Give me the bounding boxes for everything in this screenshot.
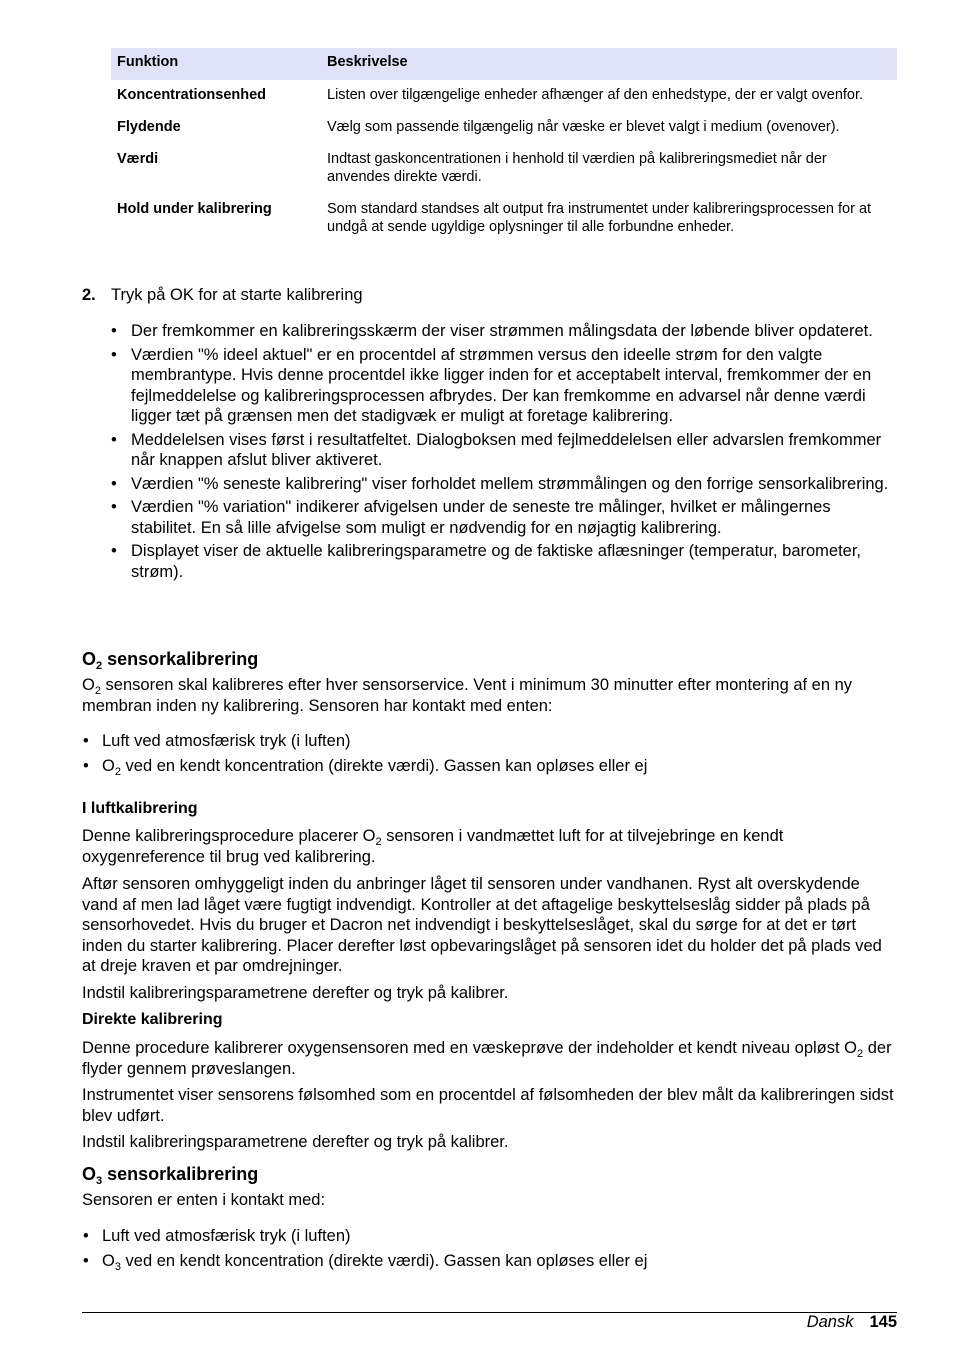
- list-item: • Displayet viser de aktuelle kalibreringsparametre og de faktiske aflæsninger (temperatur, barometer, strøm).: [82, 541, 897, 582]
- table-header: [111, 48, 897, 80]
- table-row: [111, 194, 897, 244]
- air-paragraph-1: Denne kalibreringsprocedure placerer $O_2$ sensoren i vandmættet luft for at tilvejebringe en kendt oxygenreference til brug ved kalibrering.: [82, 827, 784, 866]
- list-item: • $O_3$ ved en kendt koncentration (direkte værdi). Gassen kan opløses eller ej: [82, 1251, 897, 1272]
- cell-description: Indtast gaskoncentrationen i henhold til værdien på kalibreringsmediet når der anvendes direkte værdi.: [327, 151, 827, 185]
- subsection-heading-air: I luftkalibrering: [82, 800, 198, 817]
- section-heading-o3: $O_3$ sensorkalibrering: [82, 1164, 259, 1187]
- list-item: • Meddelelsen vises først i resultatfeltet. Dialogboksen med fejlmeddelelsen eller advarslen fremkommer når knappen afslut bliver aktiveret.: [82, 430, 897, 471]
- air-paragraph-2: Aftør sensoren omhyggeligt inden du anbringer låget til sensoren under vandhanen. Ryst alt overskydende vand af men lad låget være fugtigt indvendigt. Kontroller at det aftagelige beskyttelseslåg sidder på plads på sensorhovedet. Hvis du bruger et Dacron net indvendigt i beskyttelseslåget, skal du sørge for at det er tørt inden du starter kalibrering. Placer derefter løst opbevaringslåget på sensoren idet du holder det på plads ved at dreje kraven et par omdrejninger.: [82, 875, 882, 975]
- list-item: • Luft ved atmosfærisk tryk (i luften): [82, 1226, 897, 1247]
- page-number: 145: [869, 1313, 897, 1331]
- o2-bullets: [82, 731, 897, 780]
- footer-language: Dansk: [806, 1313, 854, 1331]
- table-row: [111, 80, 897, 112]
- o3-bullets: [82, 1226, 897, 1275]
- air-paragraph-3: Indstil kalibreringsparametrene derefter og tryk på kalibrer.: [82, 984, 509, 1002]
- cell-description: Vælg som passende tilgængelig når væske er blevet valgt i medium (ovenover).: [327, 119, 840, 135]
- cell-function: Flydende: [117, 119, 181, 135]
- column-header-description: Beskrivelse: [327, 54, 408, 70]
- step-number: 2.: [82, 286, 96, 304]
- cell-function: Hold under kalibrering: [117, 201, 272, 217]
- column-header-function: Funktion: [117, 54, 179, 70]
- cell-function: Værdi: [117, 151, 159, 167]
- cell-description: Som standard standses alt output fra instrumentet under kalibreringsprocessen for at undgå at sende ugyldige oplysninger til alle forbundne enheder.: [327, 201, 872, 235]
- list-item: • Der fremkommer en kalibreringsskærm der viser strømmen målingsdata der løbende bliver opdateret.: [82, 321, 897, 342]
- subsection-heading-direct: Direkte kalibrering: [82, 1011, 223, 1028]
- section-heading-o2: $O_2$ sensorkalibrering: [82, 649, 259, 672]
- list-item: • Værdien "% seneste kalibrering" viser forholdet mellem strømmålingen og den forrige sensorkalibrering.: [82, 474, 897, 495]
- o3-intro: Sensoren er enten i kontakt med:: [82, 1191, 326, 1209]
- cell-description: Listen over tilgængelige enheder afhænger af den enhedstype, der er valgt ovenfor.: [327, 87, 864, 103]
- step-2: [82, 285, 897, 306]
- footer-divider: [82, 1312, 897, 1313]
- direct-paragraph-3: Indstil kalibreringsparametrene derefter og tryk på kalibrer.: [82, 1133, 509, 1151]
- table-row: [111, 144, 897, 194]
- step-text: Tryk på OK for at starte kalibrering: [111, 286, 363, 304]
- function-table: [111, 48, 897, 244]
- page-footer: [807, 1312, 897, 1332]
- list-item: • Værdien "% variation" indikerer afvigelsen under de seneste tre målinger, hvilket er målingernes stabilitet. En så lille afvigelse som muligt er nødvendig for en nøjagtig kalibrering.: [82, 497, 897, 538]
- list-item: • Værdien "% ideel aktuel" er en procentdel af strømmen versus den ideelle strøm for den valgte membrantype. Hvis denne procentdel ikke ligger inden for et acceptabelt interval, fremkommer der en fejlmeddelelse og kalibreringsprocessen afbrydes. Der kan fremkomme en advarsel når denne værdi ligger tæt på grænsen men det stadigvæk er muligt at foretage kalibrering.: [82, 345, 897, 427]
- direct-paragraph-1: Denne procedure kalibrerer oxygensensoren med en væskeprøve der indeholder et kendt niveau opløst $O_2$ der flyder gennem prøveslangen.: [82, 1039, 892, 1078]
- direct-paragraph-2: Instrumentet viser sensorens følsomhed som en procentdel af følsomheden der blev målt da kalibreringen sidst blev udført.: [82, 1086, 894, 1125]
- step-2-bullets: [82, 321, 897, 585]
- o2-intro: $O_2$ sensoren skal kalibreres efter hver sensorservice. Vent i minimum 30 minutter efter montering af en ny membran inden ny kalibrering. Sensoren har kontakt med enten:: [82, 676, 853, 715]
- cell-function: Koncentrationsenhed: [117, 87, 267, 103]
- table-row: [111, 112, 897, 144]
- list-item: • Luft ved atmosfærisk tryk (i luften): [82, 731, 897, 752]
- list-item: • $O_2$ ved en kendt koncentration (direkte værdi). Gassen kan opløses eller ej: [82, 756, 897, 777]
